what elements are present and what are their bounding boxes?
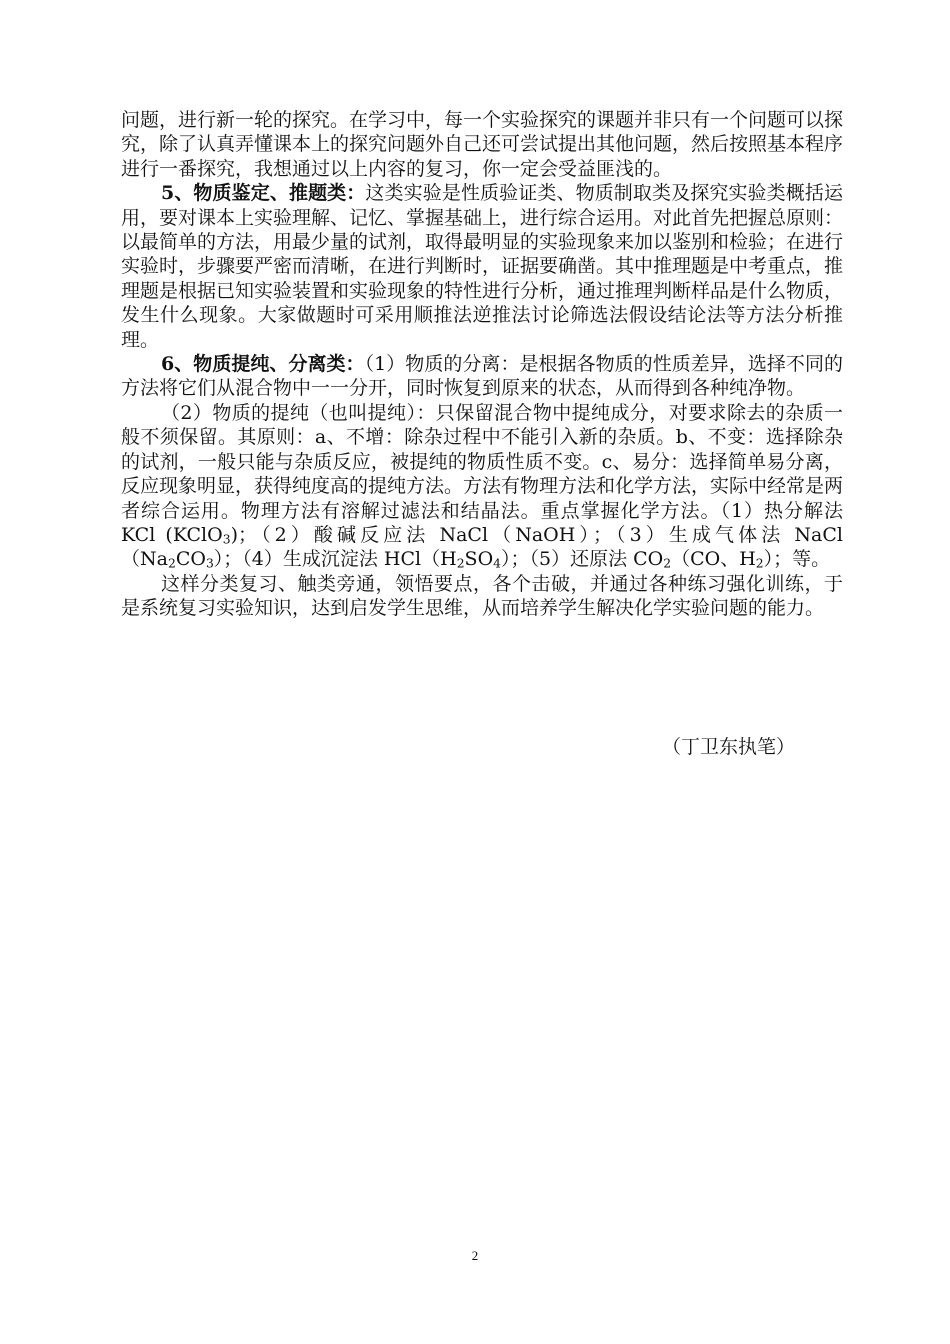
subscript: 2 <box>456 556 465 571</box>
paragraph-continuation: 问题，进行新一轮的探究。在学习中，每一个实验探究的课题并非只有一个问题可以探究，除了认真弄懂课本上的探究问题外自己还可尝试提出其他问题，然后按照基本程序进行一番探究，我想通过以上内容的复习，你一定会受益匪浅的。 <box>121 109 844 180</box>
subscript: 3 <box>205 556 214 571</box>
text-run: SO <box>464 548 494 571</box>
section-heading-6: 6、物质提纯、分离类： <box>161 353 365 376</box>
paragraph-summary: 这样分类复习、触类旁通，领悟要点，各个击破，并通过各种练习强化训练，于是系统复习实验知识，达到启发学生思维，从而培养学生解决化学实验问题的能力。 <box>121 572 843 620</box>
paragraph-body: 这类实验是性质验证类、物质制取类及探究实验类概括运用，要对课本上实验理解、记忆、掌握基础上，进行综合运用。对此首先把握总原则：以最简单的方法，用最少量的试剂，取得最明显的实验现象来加以鉴别和检验；在进行实验时，步骤要严密而清晰，在进行判断时，证据要确凿。其中推理题是中考重点，推理题是根据已知实验装置和实验现象的特性进行分析，通过推理判断样品是什么物质，发生什么现象。大家做题时可采用顺推法逆推法讨论筛选法假设结论法等方法分析推理。 <box>121 182 844 351</box>
paragraph-separation <box>121 352 843 401</box>
paragraph-body: （1）物质的分离：是根据各物质的性质差异，选择不同的方法将它们从混合物中一一分开，同时恢复到原来的状态，从而得到各种纯净物。 <box>121 353 843 400</box>
author-signature: （丁卫东执笔） <box>662 736 796 758</box>
subscript: 2 <box>755 556 764 571</box>
text-run: ）；（5）还原法 CO <box>501 548 664 571</box>
text-run: ）；等。 <box>763 548 831 571</box>
paragraph-purification <box>121 401 843 572</box>
body-text <box>121 108 843 621</box>
page-number: 2 <box>471 1248 479 1263</box>
section-heading-5: 5、物质鉴定、推题类： <box>161 182 366 205</box>
text-run: CO <box>175 548 206 571</box>
text-run: )；（2）酸碱反应法 NaCl（NaOH）；（3）生成气体法 NaCl （Na <box>121 523 843 571</box>
text-run: ）；（4）生成沉淀法 HCl（H <box>213 548 457 571</box>
subscript: 2 <box>663 556 672 571</box>
subscript: 2 <box>167 556 176 571</box>
subscript: 4 <box>493 556 501 571</box>
text-run: （CO、H <box>671 548 756 571</box>
paragraph-identification <box>121 181 843 352</box>
subscript: 3 <box>222 532 231 547</box>
text-run: （2）物质的提纯（也叫提纯）：只保留混合物中提纯成分，对要求除去的杂质一般不须保留。其原则：a、不增：除杂过程中不能引入新的杂质。b、不变：选择除杂的试剂，一般只能与杂质反应，被提纯的物质性质不变。c、易分：选择简单易分离，反应现象明显，获得纯度高的提纯方法。方法有物理方法和化学方法，实际中经常是两者综合运用。物理方法有溶解过滤法和结晶法。重点掌握化学方法。（1）热分解法 KCl (KClO <box>121 401 844 546</box>
